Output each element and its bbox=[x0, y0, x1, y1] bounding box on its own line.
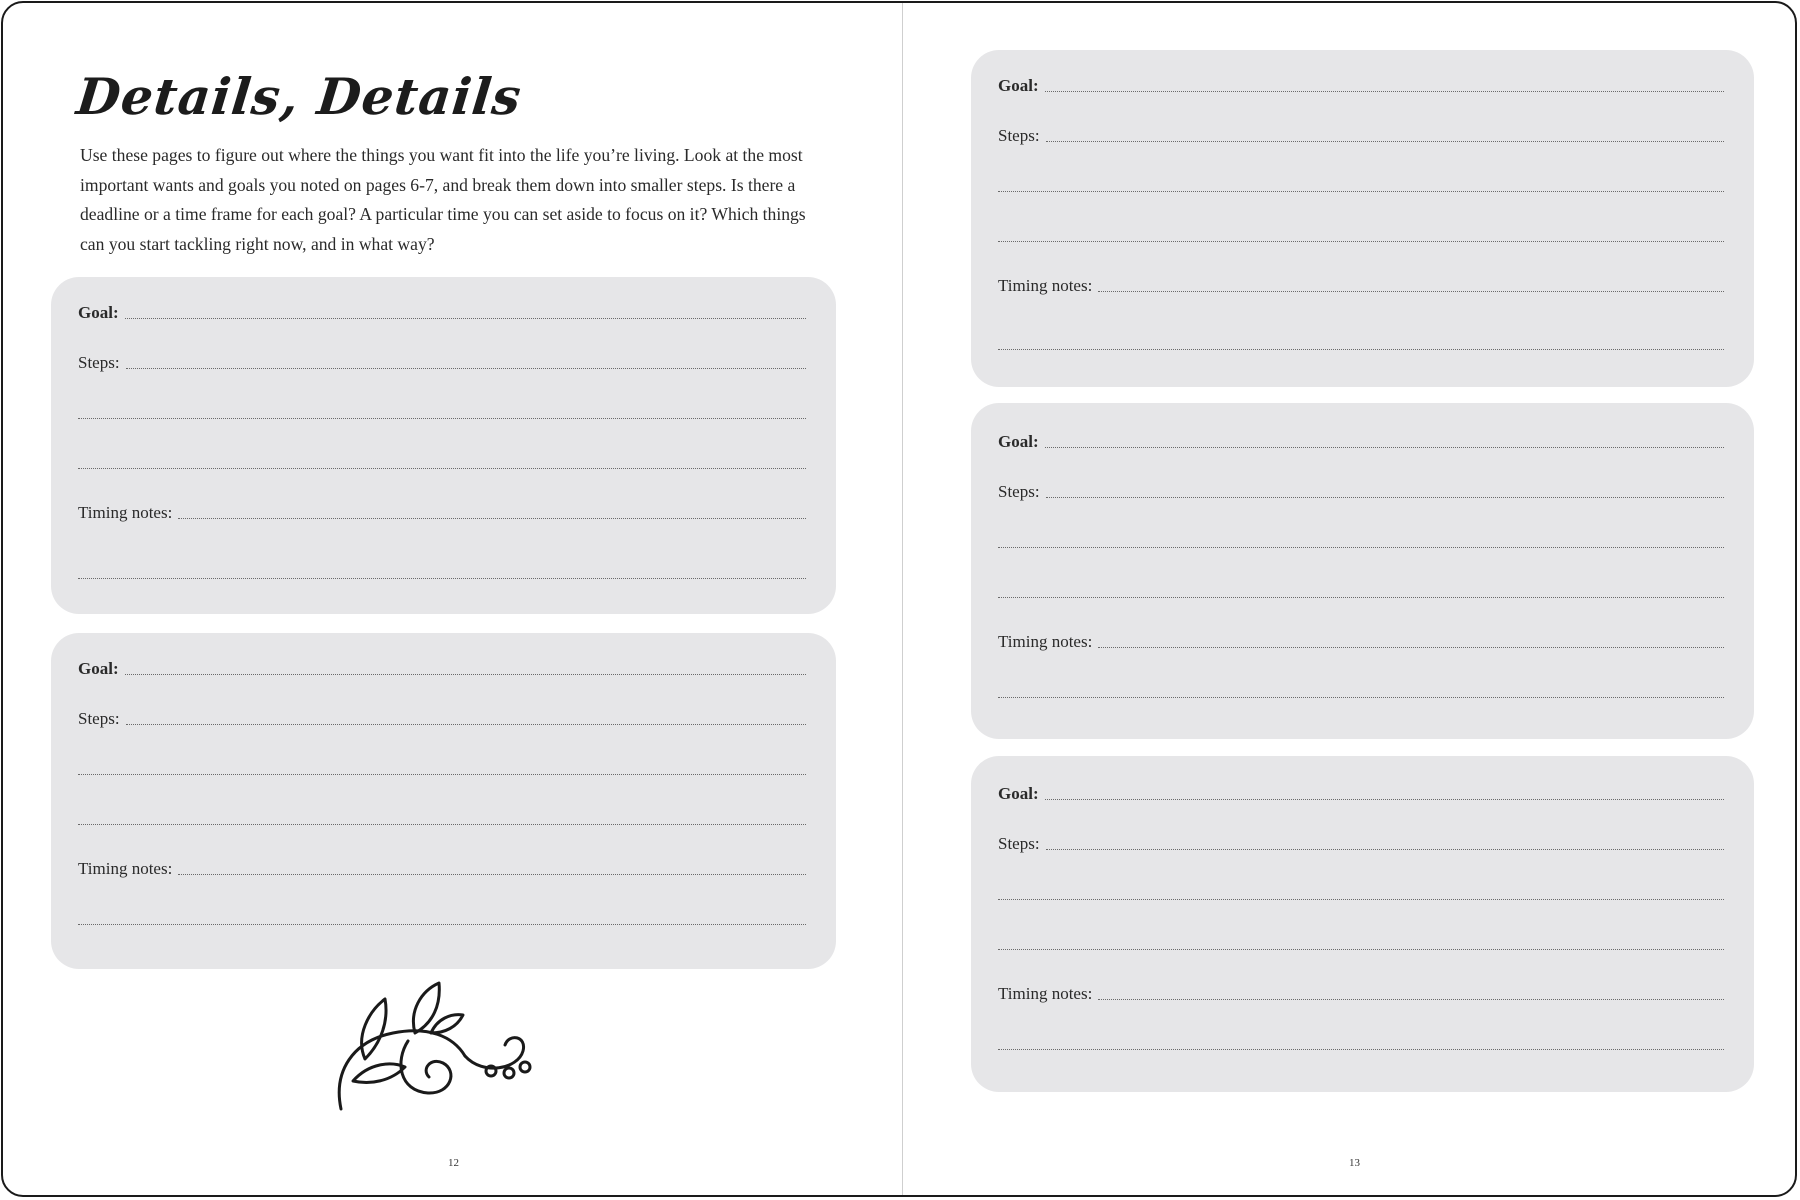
steps-line[interactable] bbox=[1046, 141, 1724, 142]
steps-line[interactable] bbox=[998, 547, 1724, 548]
steps-line[interactable] bbox=[998, 899, 1724, 900]
steps-line[interactable] bbox=[126, 368, 806, 369]
steps-extra-row[interactable] bbox=[998, 172, 1724, 196]
timing-line[interactable] bbox=[178, 518, 806, 519]
timing-extra-row[interactable] bbox=[998, 1030, 1724, 1054]
timing-line[interactable] bbox=[1098, 999, 1724, 1000]
steps-line[interactable] bbox=[998, 191, 1724, 192]
timing-line[interactable] bbox=[78, 924, 806, 925]
goal-label: Goal: bbox=[78, 659, 119, 678]
timing-label: Timing notes: bbox=[998, 276, 1093, 295]
page-number: 13 bbox=[1349, 1157, 1360, 1169]
steps-extra-row[interactable] bbox=[998, 930, 1724, 954]
goal-row[interactable] bbox=[78, 299, 806, 323]
steps-line[interactable] bbox=[78, 418, 806, 419]
steps-line[interactable] bbox=[1046, 849, 1724, 850]
timing-row[interactable] bbox=[998, 980, 1724, 1004]
timing-line[interactable] bbox=[78, 578, 806, 579]
steps-label: Steps: bbox=[78, 709, 120, 728]
steps-extra-row[interactable] bbox=[998, 880, 1724, 904]
steps-line[interactable] bbox=[998, 241, 1724, 242]
steps-extra-row[interactable] bbox=[998, 528, 1724, 552]
goal-row[interactable] bbox=[998, 428, 1724, 452]
goal-label: Goal: bbox=[998, 76, 1039, 95]
goal-card bbox=[51, 633, 836, 969]
goal-line[interactable] bbox=[1045, 447, 1724, 448]
steps-line[interactable] bbox=[998, 597, 1724, 598]
goal-card bbox=[971, 403, 1754, 739]
timing-line[interactable] bbox=[1098, 291, 1724, 292]
floral-swirl-icon bbox=[333, 981, 563, 1111]
steps-row[interactable] bbox=[78, 705, 806, 729]
steps-row[interactable] bbox=[998, 122, 1724, 146]
right-page bbox=[903, 3, 1797, 1195]
steps-line[interactable] bbox=[126, 724, 806, 725]
goal-card bbox=[51, 277, 836, 614]
page-number: 12 bbox=[448, 1157, 459, 1169]
goal-line[interactable] bbox=[1045, 91, 1724, 92]
timing-line[interactable] bbox=[998, 697, 1724, 698]
steps-extra-row[interactable] bbox=[78, 755, 806, 779]
timing-extra-row[interactable] bbox=[78, 559, 806, 583]
steps-row[interactable] bbox=[78, 349, 806, 373]
timing-extra-row[interactable] bbox=[78, 905, 806, 929]
goal-row[interactable] bbox=[998, 780, 1724, 804]
timing-line[interactable] bbox=[998, 1049, 1724, 1050]
steps-row[interactable] bbox=[998, 830, 1724, 854]
steps-line[interactable] bbox=[1046, 497, 1724, 498]
timing-label: Timing notes: bbox=[78, 503, 173, 522]
timing-line[interactable] bbox=[178, 874, 806, 875]
goal-line[interactable] bbox=[1045, 799, 1724, 800]
timing-line[interactable] bbox=[998, 349, 1724, 350]
steps-label: Steps: bbox=[998, 834, 1040, 853]
steps-label: Steps: bbox=[78, 353, 120, 372]
timing-label: Timing notes: bbox=[998, 632, 1093, 651]
steps-line[interactable] bbox=[78, 824, 806, 825]
goal-label: Goal: bbox=[998, 432, 1039, 451]
intro-paragraph: Use these pages to figure out where the things you want fit into the life you’re living. Look at the most important wants and goals you noted on pages 6-7, and break them down into smaller steps. Is there a deadline or a time frame for each goal? A particular time you can set aside to focus on it? Which things can you start tackling right now, and in what way? bbox=[80, 145, 806, 254]
goal-row[interactable] bbox=[78, 655, 806, 679]
goal-line[interactable] bbox=[125, 318, 806, 319]
timing-extra-row[interactable] bbox=[998, 330, 1724, 354]
goal-label: Goal: bbox=[998, 784, 1039, 803]
goal-card bbox=[971, 756, 1754, 1092]
steps-label: Steps: bbox=[998, 482, 1040, 501]
timing-row[interactable] bbox=[78, 855, 806, 879]
steps-line[interactable] bbox=[78, 468, 806, 469]
timing-row[interactable] bbox=[998, 628, 1724, 652]
steps-extra-row[interactable] bbox=[998, 578, 1724, 602]
timing-extra-row[interactable] bbox=[998, 678, 1724, 702]
timing-label: Timing notes: bbox=[998, 984, 1093, 1003]
timing-label: Timing notes: bbox=[78, 859, 173, 878]
goal-card bbox=[971, 50, 1754, 387]
steps-line[interactable] bbox=[998, 949, 1724, 950]
left-page bbox=[3, 3, 903, 1195]
goal-row[interactable] bbox=[998, 72, 1724, 96]
goal-label: Goal: bbox=[78, 303, 119, 322]
book-spread bbox=[1, 1, 1797, 1197]
page-title: Details, Details bbox=[73, 67, 525, 126]
steps-extra-row[interactable] bbox=[998, 222, 1724, 246]
steps-label: Steps: bbox=[998, 126, 1040, 145]
steps-line[interactable] bbox=[78, 774, 806, 775]
steps-extra-row[interactable] bbox=[78, 805, 806, 829]
goal-line[interactable] bbox=[125, 674, 806, 675]
timing-row[interactable] bbox=[78, 499, 806, 523]
steps-row[interactable] bbox=[998, 478, 1724, 502]
steps-extra-row[interactable] bbox=[78, 399, 806, 423]
timing-row[interactable] bbox=[998, 272, 1724, 296]
steps-extra-row[interactable] bbox=[78, 449, 806, 473]
timing-line[interactable] bbox=[1098, 647, 1724, 648]
